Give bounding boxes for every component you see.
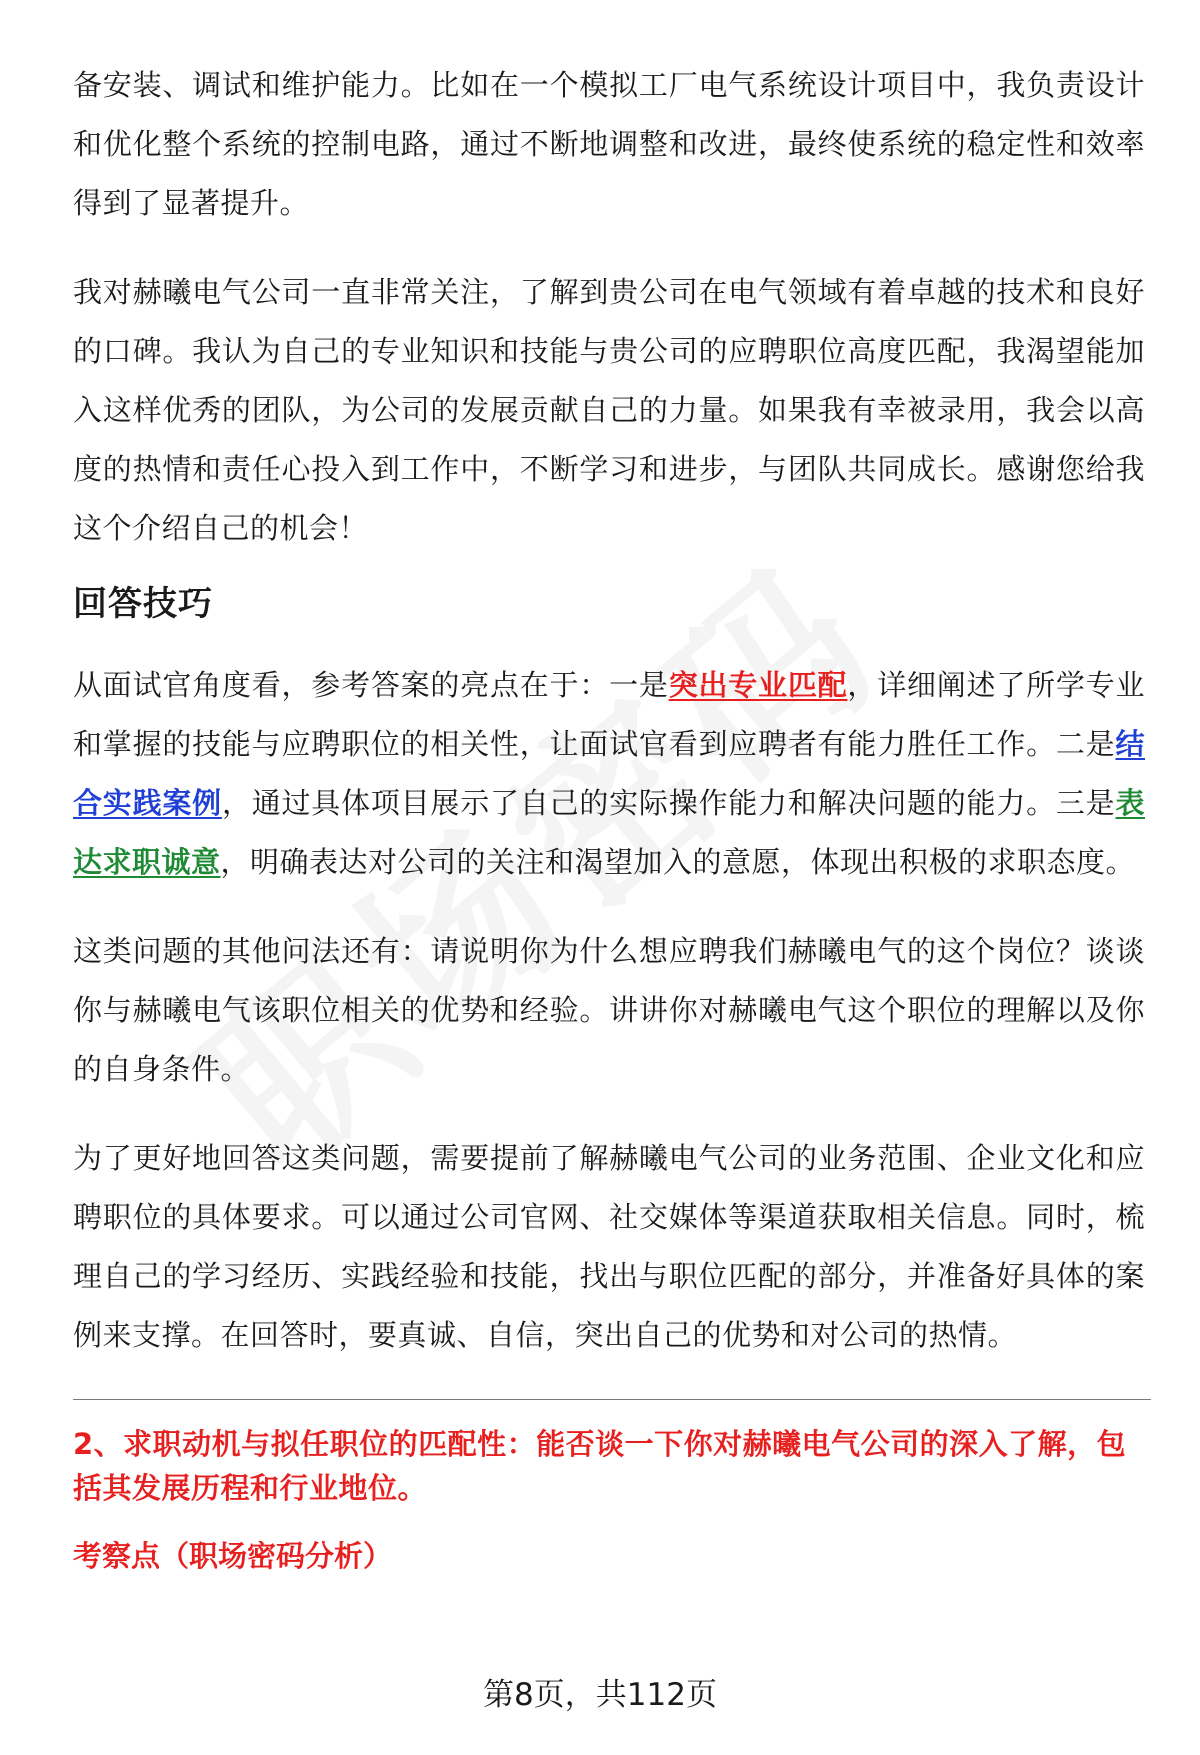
text-segment: ，详细阐述了所学专业和掌握的技能与应聘职位的相关性，让面试官看到应聘者有能力胜任工作。二是 (73, 668, 1145, 761)
section-heading-answer-tips: 回答技巧 (73, 584, 213, 624)
highlight-job-sincerity: 表达求职诚意 (73, 786, 1145, 879)
section-divider (73, 1399, 1151, 1400)
question-title: 2、求职动机与拟任职位的匹配性：能否谈一下你对赫曦电气公司的深入了解，包括其发展历程和行业地位。 (73, 1427, 1127, 1505)
page-footer: 第8页，共112页 (483, 1677, 717, 1713)
paragraph-preparation-advice: 为了更好地回答这类问题，需要提前了解赫曦电气公司的业务范围、企业文化和应聘职位的具体要求。可以通过公司官网、社交媒体等渠道获取相关信息。同时，梳理自己的学习经历、实践经验和技能，找出与职位匹配的部分，并准备好具体的案例来支撑。在回答时，要真诚、自信，突出自己的优势和对公司的热情。 (73, 1141, 1145, 1352)
highlight-practice-case: 结合实践案例 (73, 727, 1145, 820)
paragraph-company-interest: 我对赫曦电气公司一直非常关注，了解到贵公司在电气领域有着卓越的技术和良好的口碑。我认为自己的专业知识和技能与贵公司的应聘职位高度匹配，我渴望能加入这样优秀的团队，为公司的发展贡献自己的力量。如果我有幸被录用，我会以高度的热情和责任心投入到工作中，不断学习和进步，与团队共同成长。感谢您给我这个介绍自己的机会！ (73, 275, 1145, 545)
text-segment: ，通过具体项目展示了自己的实际操作能力和解决问题的能力。三是 (221, 786, 1116, 820)
question-sub-heading: 考察点（职场密码分析） (73, 1539, 393, 1573)
paragraph-highlights (73, 656, 1145, 892)
paragraph-alternate-questions: 这类问题的其他问法还有：请说明你为什么想应聘我们赫曦电气的这个岗位？谈谈你与赫曦电气该职位相关的优势和经验。讲讲你对赫曦电气这个职位的理解以及你的自身条件。 (73, 934, 1145, 1086)
highlight-professional-match: 突出专业匹配 (668, 668, 848, 702)
text-segment: 从面试官角度看，参考答案的亮点在于：一是 (73, 668, 669, 702)
paragraph-project-experience: 备安装、调试和维护能力。比如在一个模拟工厂电气系统设计项目中，我负责设计和优化整个系统的控制电路，通过不断地调整和改进，最终使系统的稳定性和效率得到了显著提升。 (73, 68, 1145, 220)
document-page (73, 56, 1145, 1576)
text-segment: ，明确表达对公司的关注和渴望加入的意愿，体现出积极的求职态度。 (220, 845, 1136, 879)
